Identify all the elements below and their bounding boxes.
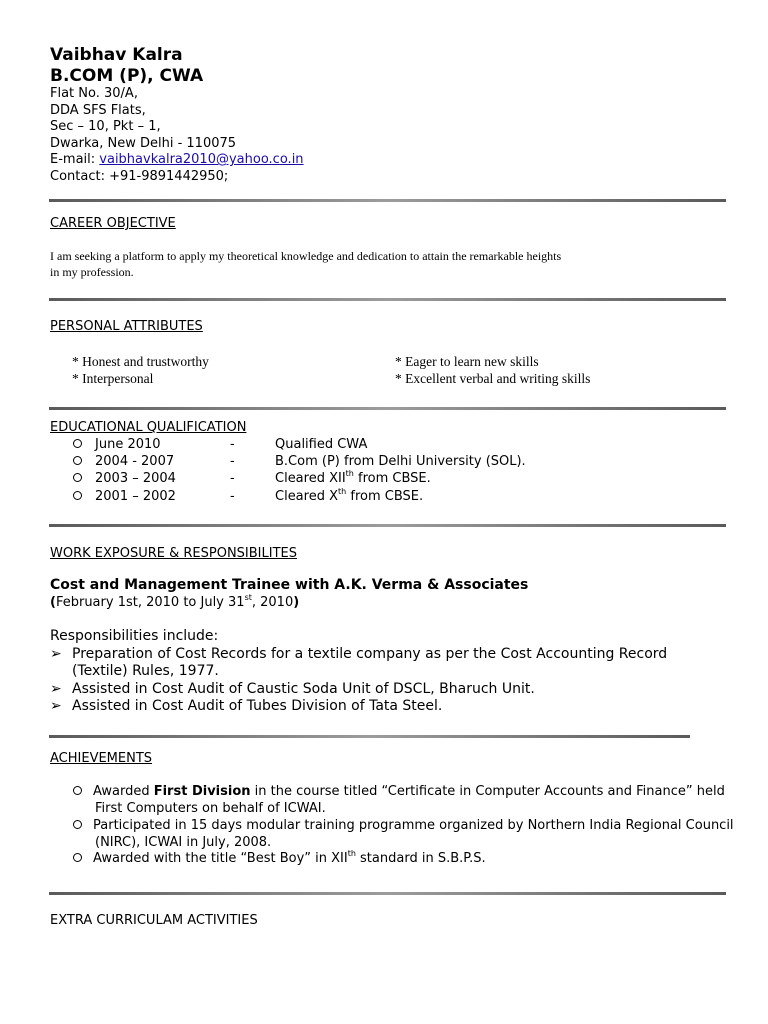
education-row <box>73 468 431 487</box>
achievement-text: in the course titled “Certificate in Computer Accounts and Finance” held <box>250 784 725 799</box>
section-divider <box>49 735 690 738</box>
education-desc <box>275 436 367 453</box>
arrow-bullet-icon: ➢ <box>50 681 62 697</box>
responsibility-item <box>50 646 667 663</box>
education-desc-text: B.Com (P) from Delhi University (SOL). <box>275 454 526 469</box>
education-row <box>73 486 424 505</box>
work-exposure-heading: WORK EXPOSURE & RESPONSIBILITES <box>50 546 297 561</box>
achievement-text: Participated in 15 days modular training programme organized by Northern India Regional Council <box>93 818 734 833</box>
education-desc-tail: from CBSE. <box>346 489 424 504</box>
achievement-text: Awarded with the title “Best Boy” in XII <box>93 851 348 866</box>
job-period <box>50 594 299 611</box>
career-objective-line: I am seeking a platform to apply my theoretical knowledge and dedication to attain the remarkable heights <box>50 249 562 263</box>
responsibilities-label: Responsibilities include: <box>50 628 219 644</box>
attribute-item: * Eager to learn new skills <box>395 354 539 369</box>
achievements-heading: ACHIEVEMENTS <box>50 751 153 766</box>
education-year: June 2010 <box>95 437 161 452</box>
circle-bullet-icon <box>73 853 82 862</box>
section-divider <box>49 199 726 202</box>
education-desc-text: Cleared X <box>275 489 339 504</box>
ordinal-suffix: th <box>347 848 356 858</box>
responsibility-text: Preparation of Cost Records for a textile company as per the Cost Accounting Record <box>72 646 668 662</box>
job-title: Cost and Management Trainee with A.K. Verma & Associates <box>50 577 529 593</box>
email-line <box>50 152 304 169</box>
education-desc <box>275 470 431 487</box>
education-year: 2004 - 2007 <box>95 454 175 469</box>
responsibility-text: Assisted in Cost Audit of Tubes Division of Tata Steel. <box>72 698 443 714</box>
address-line: Flat No. 30/A, <box>50 86 138 101</box>
address-line: Dwarka, New Delhi - 110075 <box>50 135 237 151</box>
achievement-item <box>73 784 725 801</box>
responsibility-text: (Textile) Rules, 1977. <box>72 663 219 679</box>
education-year: 2003 – 2004 <box>95 471 176 486</box>
ordinal-suffix: st <box>244 592 252 602</box>
attribute-item: * Honest and trustworthy <box>72 354 209 369</box>
candidate-degree: B.COM (P), CWA <box>50 66 204 86</box>
education-row <box>73 436 368 453</box>
address-line: Sec – 10, Pkt – 1, <box>50 119 161 134</box>
section-divider <box>49 298 726 301</box>
achievement-item <box>73 818 734 835</box>
job-period-year: , 2010 <box>251 595 294 610</box>
education-year: 2001 – 2002 <box>95 489 176 504</box>
section-divider <box>49 892 726 895</box>
address-block <box>50 86 304 185</box>
education-desc-text: Qualified CWA <box>275 437 368 452</box>
education-desc <box>275 488 423 505</box>
job-period-text: February 1st, 2010 to July 31 <box>55 595 245 610</box>
achievement-bold: First Division <box>153 784 251 799</box>
email-label: E-mail: <box>50 152 100 167</box>
attribute-item: * Excellent verbal and writing skills <box>395 371 591 386</box>
circle-bullet-icon <box>73 786 82 795</box>
responsibility-item <box>50 681 535 698</box>
ordinal-suffix: th <box>345 468 354 478</box>
achievement-item-continued: First Computers on behalf of ICWAI. <box>95 801 326 816</box>
education-dash: - <box>230 454 235 469</box>
responsibility-text: Assisted in Cost Audit of Caustic Soda Unit of DSCL, Bharuch Unit. <box>72 681 535 697</box>
education-desc-text: Cleared XII <box>275 471 346 486</box>
education-dash: - <box>230 471 235 486</box>
circle-bullet-icon <box>73 491 82 500</box>
paren-close: ) <box>293 595 300 610</box>
circle-bullet-icon <box>73 820 82 829</box>
section-divider <box>49 524 726 527</box>
circle-bullet-icon <box>73 473 82 482</box>
education-heading: EDUCATIONAL QUALIFICATION <box>50 420 247 435</box>
paren-open: ( <box>50 595 56 610</box>
section-divider <box>49 407 726 410</box>
arrow-bullet-icon: ➢ <box>50 698 62 714</box>
achievement-text: standard in S.B.P.S. <box>355 851 486 866</box>
education-desc-tail: from CBSE. <box>353 471 431 486</box>
circle-bullet-icon <box>73 439 82 448</box>
achievement-text: Awarded <box>93 784 154 799</box>
achievement-item-continued: (NIRC), ICWAI in July, 2008. <box>95 835 272 850</box>
ordinal-suffix: th <box>338 486 347 496</box>
career-objective-line: in my profession. <box>50 265 134 279</box>
education-dash: - <box>230 489 235 504</box>
email-link[interactable]: vaibhavkalra2010@yahoo.co.in <box>99 152 304 167</box>
education-dash: - <box>230 437 235 452</box>
circle-bullet-icon <box>73 456 82 465</box>
responsibility-item-continued <box>50 663 219 680</box>
career-objective-heading: CAREER OBJECTIVE <box>50 216 176 231</box>
arrow-bullet-icon: ➢ <box>50 646 62 662</box>
address-line: DDA SFS Flats, <box>50 102 146 118</box>
attribute-item: * Interpersonal <box>72 371 154 386</box>
achievement-item <box>73 848 486 868</box>
candidate-name: Vaibhav Kalra <box>50 45 183 65</box>
education-desc <box>275 453 526 470</box>
extra-curricular-heading: EXTRA CURRICULAM ACTIVITIES <box>50 913 258 928</box>
personal-attributes-heading: PERSONAL ATTRIBUTES <box>50 319 203 334</box>
education-row <box>73 453 526 470</box>
contact-line: Contact: +91-9891442950; <box>50 168 229 184</box>
responsibility-item <box>50 698 442 715</box>
